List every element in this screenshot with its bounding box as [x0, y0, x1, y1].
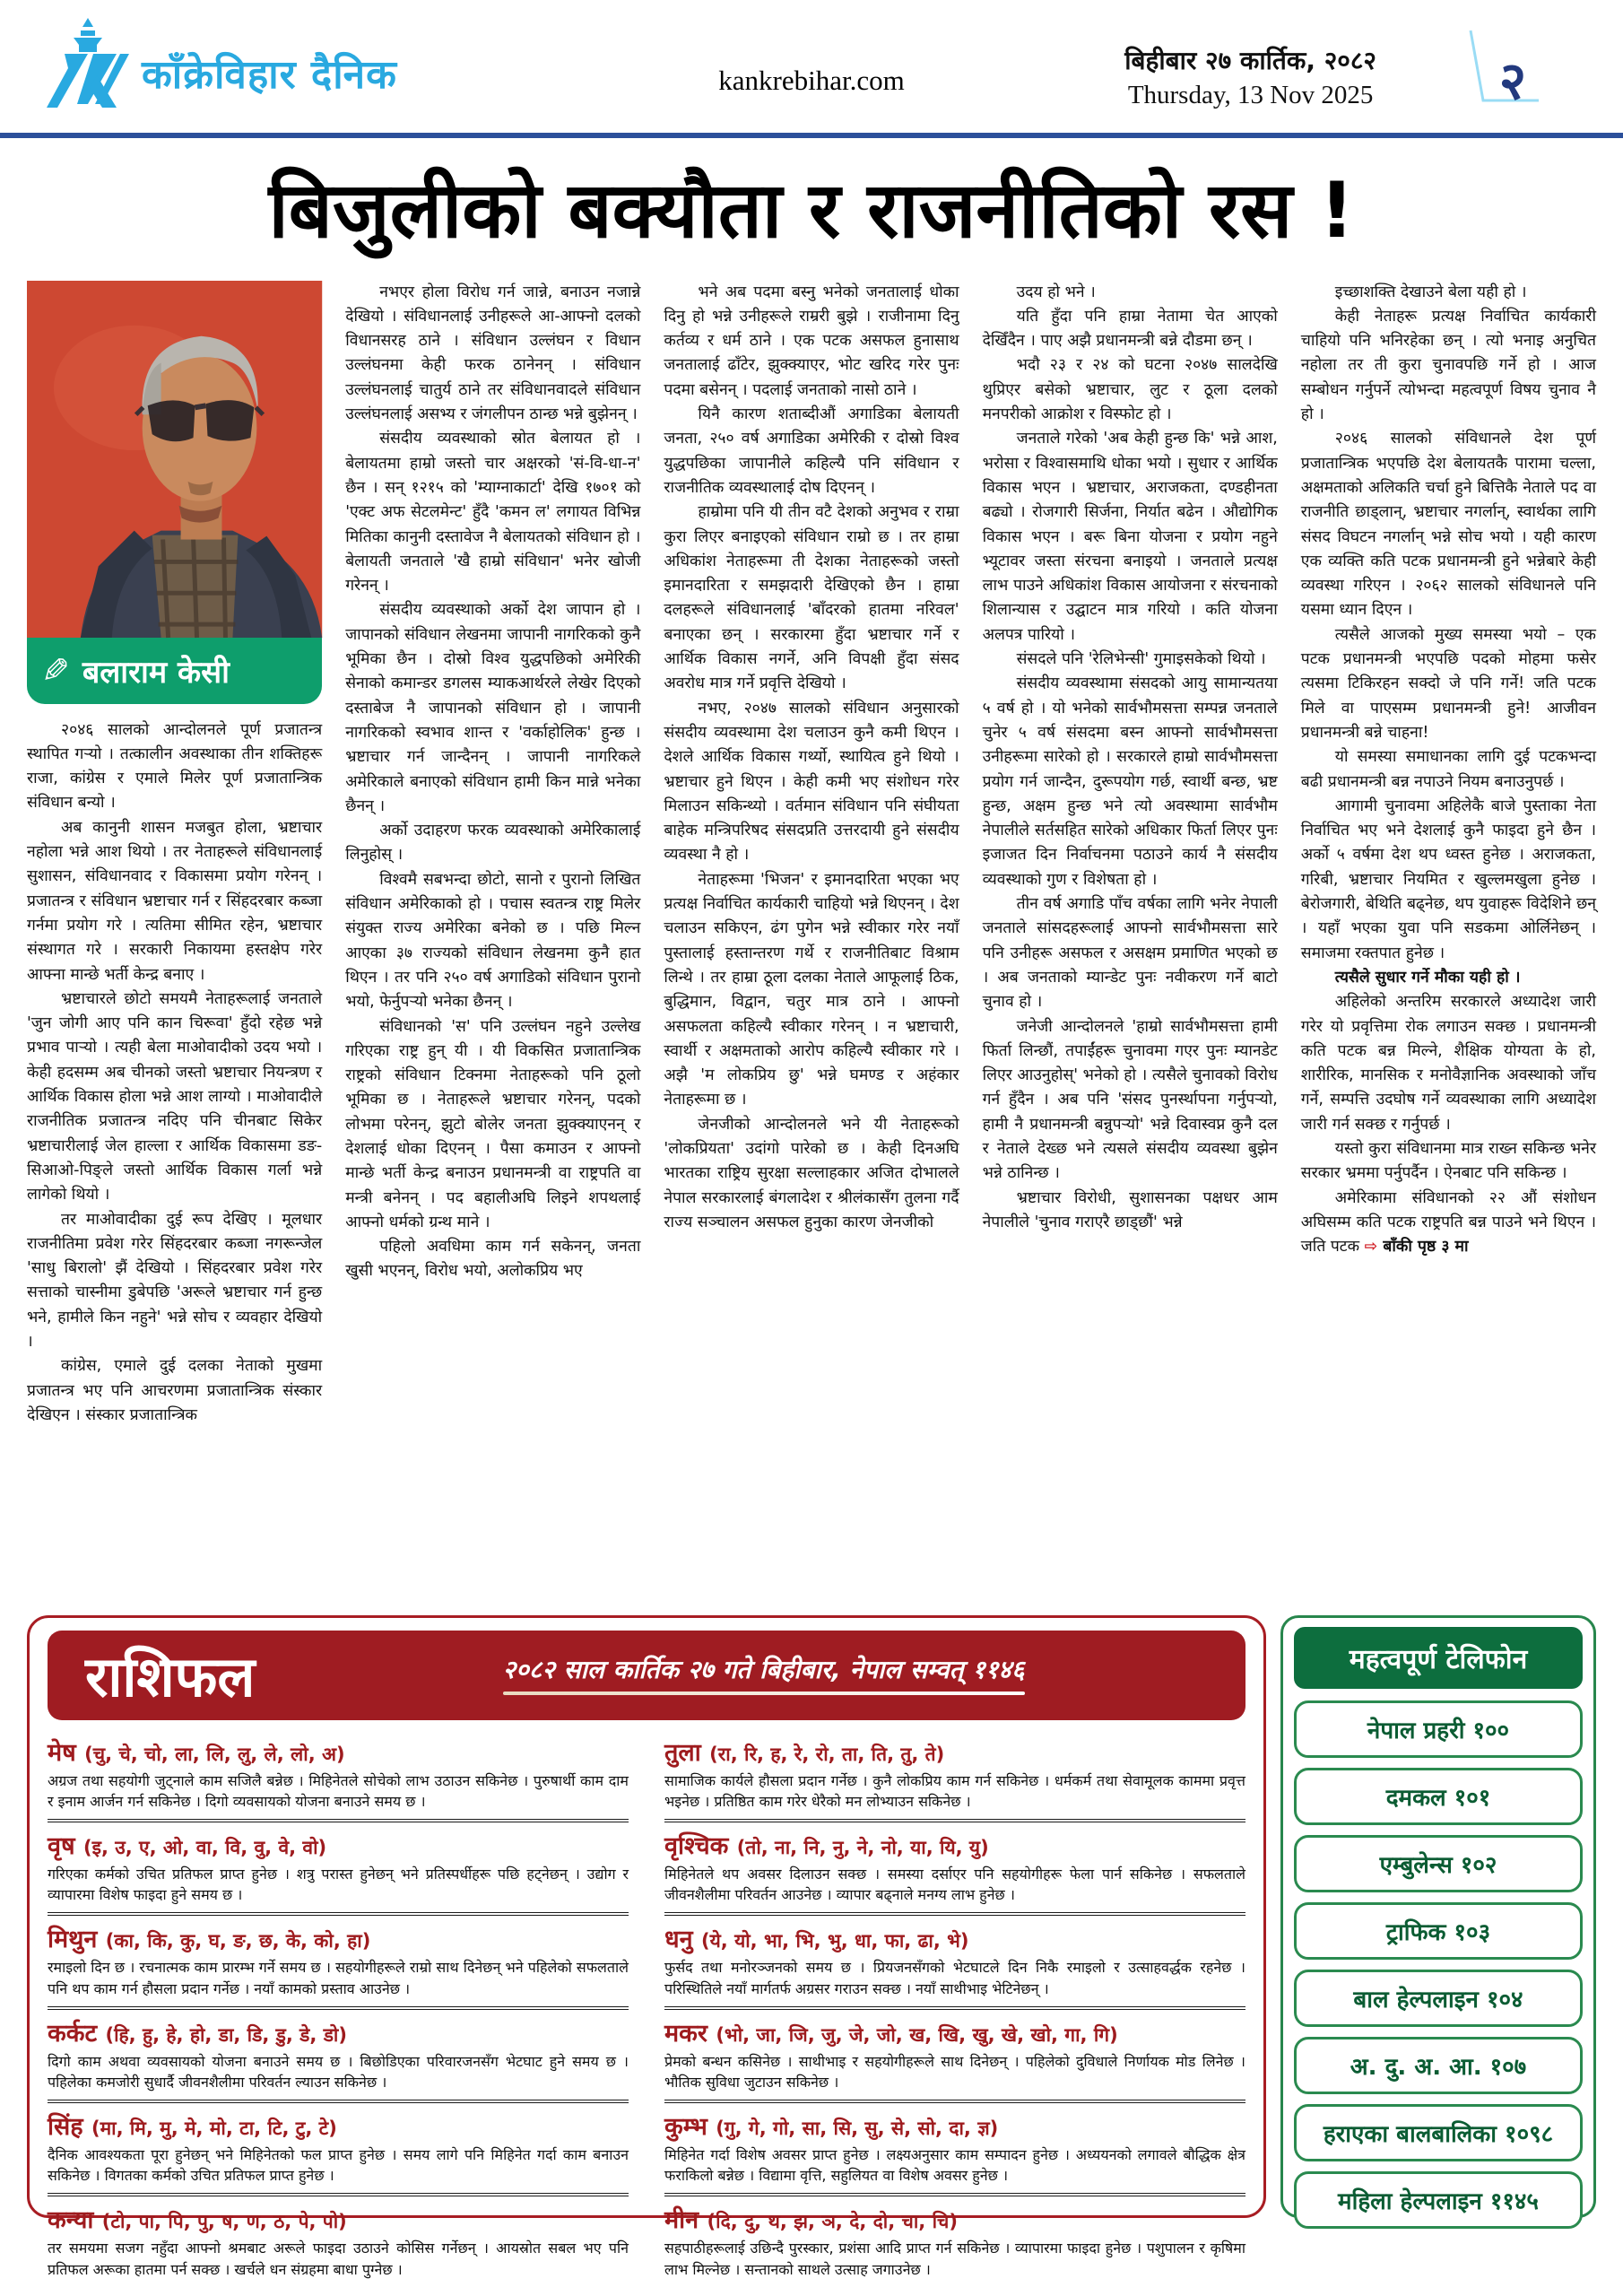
article-paragraph: जनेजी आन्दोलनले 'हाम्रो सार्वभौमसत्ता हामी फिर्ता लिन्छौं, तपाईंहरू चुनावमा गएर पुनः म्यानडेट लिएर आउनुहोस्' भनेको हो । त्यसैले चुनावको विरोध गर्न हुँदैन । अब पनि 'संसद पुनर्स्थापना गर्नुपऱ्यो, हामी नै प्रधानमन्त्री बन्नुपऱ्यो' भन्ने दिवास्वप्न कुनै दल र नेताले देख्छ भने त्यसले संसदीय व्यवस्था बुझेन भन्ने ठानिन्छ ।: [982, 1017, 1278, 1183]
zodiac-sign-header: [48, 2109, 629, 2142]
column-text-5: [1301, 281, 1596, 1260]
page-number-decoration: [1444, 27, 1542, 125]
newspaper-logo: [47, 18, 397, 108]
zodiac-entry: [48, 1916, 629, 2009]
article-paragraph: संसदले पनि 'रेलिभेन्सी' गुमाइसकेको थियो ।: [1016, 650, 1266, 669]
zodiac-prediction-text: सामाजिक कार्यले हौसला प्रदान गर्नेछ । कुनै लोकप्रिय काम गर्न सकिनेछ । धर्मकर्म तथा सेवामूलक काममा प्रवृत्त भइनेछ । प्रतिष्ठित काम गरेर धेरैको मन लोभ्याउन सकिनेछ ।: [664, 1771, 1245, 1810]
zodiac-sign-header: [664, 2109, 1245, 2142]
zodiac-sign-name: मेष: [48, 1738, 85, 1767]
article-paragraph: यो समस्या समाधानका लागि दुई पटकभन्दा बढी प्रधानमन्त्री बन्न नपाउने नियम बनाउनुपर्छ ।: [1300, 748, 1596, 791]
zodiac-sign-name: तुला: [664, 1738, 710, 1767]
zodiac-sign-letters: (हि, हु, हे, हो, डा, डि, डु, डे, डो): [105, 2023, 347, 2046]
zodiac-sign-letters: (तो, ना, नि, नु, ने, नो, या, यि, यु): [736, 1836, 989, 1858]
article-column-1: [27, 281, 322, 1592]
zodiac-entry: [664, 1916, 1245, 2009]
zodiac-entry: [48, 2010, 629, 2103]
zodiac-sign-name: कर्कट: [48, 2019, 106, 2048]
zodiac-sign-letters: (ये, यो, भा, भि, भु, धा, फा, ढा, भे): [701, 1930, 969, 1952]
author-name: बलाराम केसी: [82, 654, 230, 691]
article-paragraph: २०४६ सालको संविधानले देश पूर्ण प्रजातान्त्रिक भएपछि देश बेलायतकै पारामा चल्ला, अक्षमताको अलिकति चर्चा हुने बित्तिकै नेताले पद वा राजनीति छाड्लान्, भ्रष्टाचार नगर्लान्, स्वार्थका लागि संसद विघटन नगर्लान् भन्ने सोच भयो । यही कारण एक व्यक्ति कति पटक प्रधानमन्त्री हुने भन्नेबारे केही व्यवस्था गरिएन । २०६२ सालको संविधानले पनि यसमा ध्यान दिएन ।: [1300, 430, 1596, 620]
article-paragraph: अमेरिकामा संविधानको २२ औं संशोधन अघिसम्म कति पटक राष्ट्रपति बन्न पाउने भने थिएन । जति पटक ⇨ बाँकी पृष्ठ ३ मा: [1300, 1188, 1596, 1257]
zodiac-entry: [664, 1729, 1245, 1822]
date-block: [1124, 43, 1376, 110]
zodiac-sign-letters: (रा, रि, ह, रे, रो, ता, ति, तु, ते): [709, 1743, 945, 1765]
zodiac-sign-header: [664, 1735, 1245, 1768]
article-paragraph: कांग्रेस, एमाले दुई दलका नेताको मुखमा प्रजातन्त्र भए पनि आचरणमा प्रजातान्त्रिक संस्कार देखिएन । संस्कार प्रजातान्त्रिक: [27, 1357, 323, 1424]
zodiac-prediction-text: सहपाठीहरूलाई उछिन्दै पुरस्कार, प्रशंसा आदि प्राप्त गर्न सकिनेछ । व्यापारमा फाइदा हुनेछ । पशुपालन र कृषिमा लाभ मिल्नेछ । सन्तानको साथले उत्साह जगाउनेछ ।: [664, 2239, 1245, 2278]
article-paragraph: यिनै कारण शताब्दीऔं अगाडिका बेलायती जनता, २५० वर्ष अगाडिका अमेरिकी र दोस्रो विश्व युद्धपछिका जापानीले कहिल्यै पनि संविधान र राजनीतिक व्यवस्थालाई दोष दिएनन् ।: [664, 405, 959, 497]
zodiac-prediction-text: प्रेमको बन्धन कसिनेछ । साथीभाइ र सहयोगीहरूले साथ दिनेछन् । पहिलेको दुविधाले निर्णायक मोड लिनेछ । भौतिक सुविधा जुटाउन सकिनेछ ।: [664, 2052, 1245, 2091]
zodiac-entry: [48, 1729, 629, 1822]
phone-entry: हराएका बालबालिका १०९८: [1294, 2104, 1583, 2161]
column-text-3: [664, 281, 959, 1236]
zodiac-entry: [48, 1822, 629, 1916]
continuation-marker: [1365, 1238, 1469, 1256]
zodiac-sign-letters: (दि, दु, थ, झ, ञ, दे, दो, चा, चि): [707, 2211, 958, 2233]
zodiac-sign-name: कन्या: [48, 2206, 102, 2235]
zodiac-prediction-text: फुर्सद तथा मनोरञ्जनको समय छ । प्रियजनसँगको भेटघाटले दिन निकै रमाइलो र उत्साहवर्द्धक रहनेछ । परिस्थितिले नयाँ मार्गतर्फ अग्रसर गराउन सक्छ । नयाँ साथीभाइ भेटिनेछन् ।: [664, 1959, 1245, 1997]
date-nepali: बिहीबार २७ कार्तिक, २०८२: [1124, 46, 1376, 75]
zodiac-sign-letters: (चु, चे, चो, ला, लि, लु, ले, लो, अ): [84, 1743, 345, 1765]
author-photo: [27, 281, 322, 638]
article-paragraph: संसदीय व्यवस्थाको अर्को देश जापान हो । जापानको संविधान लेखनमा जापानी नागरिकको कुनै भूमिका छैन । दोस्रो विश्व युद्धपछिको अमेरिकी सेनाको कमान्डर डगलस म्याकआर्थरले लेखेर दिएको दस्ताबेज नै जापानको संविधान हो । जापानी नागरिकको स्वभाव शान्त र 'वर्काहोलिक' हुन्छ । भ्रष्टाचार गर्न जान्दैनन् । जापानी नागरिकले अमेरिकाले बनाएको संविधान हामी किन मान्ने भनेका छैनन् ।: [345, 601, 641, 815]
article-column-3: [664, 281, 959, 1592]
zodiac-sign-letters: (भो, जा, जि, जु, जे, जो, ख, खि, खु, खे, खो, गा, गि): [716, 2023, 1118, 2046]
zodiac-sign-letters: (मा, मि, मु, मे, मो, टा, टि, टु, टे): [91, 2118, 337, 2140]
zodiac-sign-name: सिंह: [48, 2113, 91, 2142]
zodiac-grid: [48, 1729, 1245, 2287]
article-body: [27, 281, 1596, 1592]
phone-list: [1294, 1700, 1583, 2229]
zodiac-sign-header: [48, 1735, 629, 1768]
phone-entry: अ. दु. अ. आ. १०७: [1294, 2037, 1583, 2094]
zodiac-sign-header: [48, 1828, 629, 1861]
horoscope-subtitle-block: [503, 1652, 1025, 1695]
article-paragraph: तीन वर्ष अगाडि पाँच वर्षका लागि भनेर नेपाली जनताले सांसदहरूलाई आफ्नो सार्वभौमसत्ता सारे पनि उनीहरू असफल र असक्षम प्रमाणित भएको छ । अब जनताको म्यान्डेट पुनः नवीकरण गर्ने बाटो चुनाव हो ।: [982, 895, 1278, 1012]
zodiac-sign-name: मकर: [664, 2019, 716, 2048]
zodiac-prediction-text: रमाइलो दिन छ । रचनात्मक काम प्रारम्भ गर्ने समय छ । सहयोगीहरूले राम्रो साथ दिनेछन् भने पहिलेको सफलताले पनि थप काम गर्न हौसला प्रदान गर्नेछ । नयाँ कामको प्रस्ताव आउनेछ ।: [48, 1959, 629, 1997]
newspaper-title: काँक्रेविहार दैनिक: [142, 52, 397, 98]
page-number-block: [1444, 27, 1542, 121]
zodiac-sign-name: मिथुन: [48, 1926, 106, 1954]
article-paragraph: त्यसैले आजको मुख्य समस्या भयो – एक पटक प्रधानमन्त्री भएपछि पदको मोहमा फसेर त्यसमा टिकिरहन सक्दो जे पनि गर्ने! जति पटक मिले वा पाएसम्म प्रधानमन्त्री हुने! आजीवन प्रधानमन्त्री बन्ने चाहना!: [1300, 625, 1596, 742]
zodiac-sign-name: धनु: [664, 1926, 701, 1954]
article-paragraph: अर्को उदाहरण फरक व्यवस्थाको अमेरिकालाई लिनुहोस् ।: [345, 822, 641, 865]
article-paragraph: संसदीय व्यवस्थामा संसदको आयु सामान्यतया ५ वर्ष हो । यो भनेको सार्वभौमसत्ता सम्पन्न जनताले चुनेर ५ वर्ष संसदमा बस्न आफ्नो सार्वभौमसत्ता उनीहरूमा सारेको हो । सरकारले हाम्रो सार्वभौमसत्ता प्रयोग गर्न जान्दैन, दुरूपयोग गर्छ, स्वार्थी बन्छ, भ्रष्ट हुन्छ, अक्षम हुन्छ भने त्यो अवस्थामा सार्वभौम नेपालीले सर्तसहित सारेको अधिकार फिर्ता लिएर पुनः इजाजत दिन निर्वाचनमा पठाउने कार्य नै संसदीय व्यवस्थाको गुण र विशेषता हो ।: [982, 674, 1278, 889]
article-paragraph: नभए, २०४७ सालको संविधान अनुसारको संसदीय व्यवस्थामा देश चलाउन कुनै कमी थिएन । देशले आर्थिक विकास गर्थ्यो, स्थायित्व हुने थियो । भ्रष्टाचार हुने थिएन । केही कमी भए संशोधन गरेर मिलाउन सकिन्थ्यो । वर्तमान संविधान पनि संघीयता बाहेक मन्त्रिपरिषद संसदप्रति उत्तरदायी हुने संसदीय व्यवस्था नै हो ।: [664, 699, 959, 865]
article-paragraph: केही नेताहरू प्रत्यक्ष निर्वाचित कार्यकारी चाहियो पनि भनिरहेका छन् । त्यो भनाइ अनुचित नहोला तर ती कुरा चुनावपछि गर्ने हो । आज सम्बोधन गर्नुपर्ने त्योभन्दा महत्वपूर्ण विषय चुनाव नै हो ।: [1300, 307, 1596, 424]
zodiac-sign-header: [48, 2015, 629, 2048]
zodiac-sign-letters: (टो, पा, पि, पु, ष, ण, ठ, पे, पो): [101, 2211, 347, 2233]
website-url: kankrebihar.com: [718, 65, 905, 96]
masthead: [0, 0, 1623, 133]
article-paragraph: भ्रष्टाचारले छोटो समयमै नेताहरूलाई जनताले 'जुन जोगी आए पनि कान चिरूवा' हुँदो रहेछ भन्ने प्रभाव पाऱ्यो । त्यही बेला माओवादीको उदय भयो । केही हदसम्म अब चीनको जस्तो भ्रष्टाचार नियन्त्रण र आर्थिक विकास होला भन्ने आश लाग्यो । माओवादीले राजनीतिक प्रजातन्त्र नदिए पनि चीनबाट सिकेर भ्रष्टाचारीलाई जेल हाल्ला र आर्थिक विकासमा डङ-सिआओ-पिङ्ले जस्तो आर्थिक विकास गर्ला भन्ने लागेको थियो ।: [27, 989, 323, 1205]
zodiac-sign-header: [664, 1921, 1245, 1954]
zodiac-sign-letters: (इ, उ, ए, ओ, वा, वि, वु, वे, वो): [83, 1836, 327, 1858]
zodiac-sign-name: कुम्भ: [664, 2113, 716, 2142]
phone-panel: [1280, 1615, 1596, 2218]
phone-panel-title: महत्वपूर्ण टेलिफोन: [1294, 1627, 1583, 1689]
continuation-label: बाँकी पृष्ठ ३ मा: [1377, 1238, 1469, 1257]
article-paragraph: जेनजीको आन्दोलनले भने यी नेताहरूको 'लोकप्रियता' उदांगो पारेको छ । केही दिनअघि भारतका राष्ट्रिय सुरक्षा सल्लाहकार अजित दोभालले नेपाल सरकारलाई बंगलादेश र श्रीलंकासँग तुलना गर्दै राज्य सञ्चालन असफल हुनुका कारण जेनजीको: [664, 1115, 959, 1231]
column-text-1: [27, 718, 322, 1429]
article-paragraph: नभएर होला विरोध गर्न जान्ने, बनाउन नजान्ने देखियो । संविधानलाई उनीहरूले आ-आफ्नो दलको विधानसरह ठाने । संविधान उल्लंघन र विधान उल्लंघनमा केही फरक ठानेनन् । संविधान उल्लंघनलाई चातुर्य ठाने तर संविधानवादले संविधान उल्लंघनलाई असभ्य र जंगलीपन ठान्छ भन्ने बुझेनन् ।: [345, 283, 641, 424]
pen-icon: ✎: [41, 650, 70, 691]
article-column-4: [983, 281, 1278, 1592]
article-headline: बिजुलीको बक्यौता र राजनीतिको रस !: [268, 166, 1355, 256]
zodiac-prediction-text: तर समयमा सजग नहुँदा आफ्नो श्रमबाट अरूले फाइदा उठाउने कोसिस गर्नेछन् । आयस्रोत सबल भए पनि प्रतिफल अरूका हातमा पर्न सक्छ । खर्चले धन संग्रहमा बाधा पुग्नेछ ।: [48, 2239, 629, 2278]
date-english: Thursday, 13 Nov 2025: [1127, 81, 1374, 109]
zodiac-sign-header: [664, 1828, 1245, 1861]
zodiac-entry: [664, 2010, 1245, 2103]
phone-entry: दमकल १०१: [1294, 1768, 1583, 1825]
article-column-2: [345, 281, 640, 1592]
phone-entry: बाल हेल्पलाइन १०४: [1294, 1970, 1583, 2027]
horoscope-header: [48, 1631, 1245, 1720]
zodiac-prediction-text: अग्रज तथा सहयोगी जुट्नाले काम सजिलै बन्नेछ । मिहिनेतले सोचेको लाभ उठाउन सकिनेछ । पुरुषार्थी काम दाम र इनाम आर्जन गर्न सकिनेछ । दिगो व्यवसायको योजना बनाउने समय छ ।: [48, 1771, 629, 1810]
masthead-divider: [0, 133, 1623, 138]
article-paragraph: पहिलो अवधिमा काम गर्न सकेनन्, जनता खुसी भएनन्, विरोध भयो, अलोकप्रिय भए: [345, 1238, 641, 1281]
column-text-4: [983, 281, 1278, 1236]
zodiac-sign-header: [664, 2202, 1245, 2235]
article-paragraph: भदौ २३ र २४ को घटना २०४७ सालदेखि थुप्रिएर बसेको भ्रष्टाचार, लुट र ठूला दलको मनपरीको आक्रोश र विस्फोट हो ।: [982, 356, 1278, 424]
author-caption: [27, 638, 322, 704]
zodiac-entry: [48, 2103, 629, 2196]
phone-entry: नेपाल प्रहरी १००: [1294, 1700, 1583, 1758]
horoscope-panel: [27, 1615, 1266, 2278]
horoscope-subtitle: २०८२ साल कार्तिक २७ गते बिहीबार, नेपाल सम्वत् ११४६: [502, 1654, 1025, 1684]
phone-entry: एम्बुलेन्स १०२: [1294, 1835, 1583, 1892]
zodiac-sign-name: मीन: [664, 2206, 707, 2235]
article-paragraph: संविधानको 'स' पनि उल्लंघन नहुने उल्लेख गरिएका राष्ट्र हुन् यी । यी विकसित प्रजातान्त्रिक राष्ट्रको संविधान टिक्नमा नेताहरूको पनि ठूलो भूमिका छ । नेताहरूले भ्रष्टाचार गरेनन्, पदको लोभमा परेनन्, झुटो बोलेर जनता झुक्क्याएनन् र देशलाई धोका दिएनन् । पैसा कमाउन र आफ्नो मान्छे भर्ती केन्द्र बनाउन प्रधानमन्त्री वा राष्ट्रपति वा मन्त्री बनेनन् । पद बहालीअघि लिइने शपथलाई आफ्नो धर्मको ग्रन्थ माने ।: [345, 1017, 641, 1231]
article-paragraph: यस्तो कुरा संविधानमा मात्र राख्न सकिन्छ भनेर सरकार भ्रममा पर्नुपर्दैन । ऐनबाट पनि सकिन्छ ।: [1300, 1139, 1596, 1183]
article-paragraph: त्यसैले सुधार गर्ने मौका यही हो ।: [1334, 968, 1521, 987]
zodiac-sign-header: [48, 1921, 629, 1954]
zodiac-prediction-text: मिहिनेत गर्दा विशेष अवसर प्राप्त हुनेछ । लक्ष्यअनुसार काम सम्पादन हुनेछ । अध्ययनको लगावले बौद्धिक क्षेत्र फराकिलो बन्नेछ । विद्यामा वृत्ति, सहुलियत वा विशेष अवसर हुनेछ ।: [664, 2146, 1245, 2185]
article-column-5: [1301, 281, 1596, 1592]
article-paragraph: संसदीय व्यवस्थाको स्रोत बेलायत हो । बेलायतमा हाम्रो जस्तो चार अक्षरको 'सं-वि-धा-न' छैन । सन् १२१५ को 'म्याग्नाकार्टा' देखि १७०१ को 'एक्ट अफ सेटलमेन्ट' हुँदै 'कमन ल' लगायत विभिन्न मितिका कानुनी दस्तावेज नै बेलायतको संविधान हो । बेलायती जनताले 'खै हाम्रो संविधान' भनेर खोजी गरेनन् ।: [345, 430, 641, 596]
article-paragraph: विश्वमै सबभन्दा छोटो, सानो र पुरानो लिखित संविधान अमेरिकाको हो । पचास स्वतन्त्र राष्ट्र मिलेर संयुक्त राज्य अमेरिका बनेको छ । पछि मिल्न आएका ३७ राज्यको संविधान लेखनमा कुनै हात थिएन । तर पनि २५० वर्ष अगाडिको संविधान पुरानो भयो, फेर्नुपऱ्यो भनेका छैनन् ।: [345, 870, 641, 1012]
continuation-arrow-icon: ⇨: [1364, 1238, 1378, 1257]
zodiac-entry: [664, 2196, 1245, 2286]
article-paragraph: यति हुँदा पनि हाम्रा नेतामा चेत आएको देखिँदैन । पाए अझै प्रधानमन्त्री बन्ने दौडमा छन् ।: [982, 307, 1278, 351]
zodiac-entry: [48, 2196, 629, 2286]
article-paragraph: आगामी चुनावमा अहिलेकै बाजे पुस्ताका नेता निर्वाचित भए भने देशलाई कुनै फाइदा हुने छैन । अर्को ५ वर्षमा देश थप ध्वस्त हुनेछ । अराजकता, गरिबी, भ्रष्टाचार नियमित र खुल्लमखुला हुनेछ । बेरोजगारी, बेथिति बढ्नेछ, थप युवाहरू विदेशिने छन् । यहाँ भएका युवा पनि सडकमा ओर्लिनेछन् । समाजमा रक्तपात हुनेछ ।: [1300, 796, 1596, 962]
zodiac-prediction-text: दिगो काम अथवा व्यवसायको योजना बनाउने समय छ । बिछोडिएका परिवारजनसँग भेटघाट हुने समय छ । पहिलेका कमजोरी सुधार्दै जीवनशैलीमा परिवर्तन ल्याउन सकिनेछ ।: [48, 2052, 629, 2091]
article-paragraph: तर माओवादीका दुई रूप देखिए । मूलधार राजनीतिमा प्रवेश गरेर सिंहदरबार कब्जा नगरून्जेल 'साधु बिरालो' झैं देखियो । सिंहदरबार प्रवेश गरेर सत्ताको चास्नीमा डुबेपछि 'अरूले भ्रष्टाचार गर्न हुन्छ भने, हामीले किन नहुने' भन्ने सोच र व्यवहार देखियो ।: [27, 1210, 323, 1352]
zodiac-sign-name: वृश्चिक: [664, 1831, 737, 1860]
article-paragraph: अब कानुनी शासन मजबुत होला, भ्रष्टाचार नहोला भन्ने आश थियो । तर नेताहरूले संविधानलाई सुशासन, संविधानवाद र विकासमा प्रयोग गरेनन् । प्रजातन्त्र र संविधान भ्रष्टाचार गर्न र सिंहदरबार कब्जा गर्नमा प्रयोग गरे । त्यतिमा सीमित रहेन, भ्रष्टाचार संस्थागत गरे । सरकारी निकायमा हस्तक्षेप गरेर आफ्ना मान्छे भर्ती केन्द्र बनाए ।: [27, 818, 323, 984]
article-paragraph: २०४६ सालको आन्दोलनले पूर्ण प्रजातन्त्र स्थापित गऱ्यो । तत्कालीन अवस्थाका तीन शक्तिहरू राजा, कांग्रेस र एमाले मिलेर पूर्ण प्रजातान्त्रिक संविधान बन्यो ।: [27, 720, 323, 813]
zodiac-entry: [664, 2103, 1245, 2196]
zodiac-sign-letters: (गु, गे, गो, सा, सि, सु, से, सो, दा, ज्ञ): [716, 2118, 999, 2140]
article-paragraph: भने अब पदमा बस्नु भनेको जनतालाई धोका दिनु हो भन्ने उनीहरूले राम्ररी बुझे । राजीनामा दिनु कर्तव्य र धर्म ठाने । एक पटक असफल हुनासाथ जनतालाई ढाँटेर, झुक्क्याएर, भोट खरिद गरेर पुनः पदमा बसेनन् । पदलाई जनताको नासो ठाने ।: [664, 283, 959, 399]
zodiac-entry: [664, 1822, 1245, 1916]
article-paragraph: भ्रष्टाचार विरोधी, सुशासनका पक्षधर आम नेपालीले 'चुनाव गराएरै छाड्छौं' भन्ने: [982, 1188, 1278, 1231]
zodiac-prediction-text: मिहिनेतले थप अवसर दिलाउन सक्छ । समस्या दर्साएर पनि सहयोगीहरू फेला पार्न सकिनेछ । सफलताले जीवनशैलीमा परिवर्तन आउनेछ । व्यापार बढ्नाले मनग्य लाभ हुनेछ ।: [664, 1865, 1245, 1904]
article-paragraph: हाम्रोमा पनि यी तीन वटै देशको अनुभव र राम्रा कुरा लिएर बनाइएको संविधान राम्रो छ । तर हाम्रा अधिकांश नेताहरूमा ती देशका नेताहरूको जस्तो इमानदारिता र समझदारी देखिएको छैन । हाम्रा दलहरूले संविधानलाई 'बाँदरको हातमा नरिवल' बनाएका छन् । सरकारमा हुँदा भ्रष्टाचार गर्ने र आर्थिक विकास नगर्ने, अनि विपक्षी हुँदा संसद अवरोध मात्र गर्ने प्रवृत्ति देखियो ।: [664, 503, 959, 693]
horoscope-subtitle-underline: [503, 1692, 1025, 1695]
zodiac-sign-header: [664, 2015, 1245, 2048]
page-number: २: [1498, 50, 1526, 111]
zodiac-sign-header: [48, 2202, 629, 2235]
zodiac-sign-name: वृष: [48, 1831, 84, 1860]
article-paragraph: उदय हो भने ।: [1016, 283, 1096, 301]
horoscope-title: राशिफल: [85, 1643, 256, 1709]
phone-entry: ट्राफिक १०३: [1294, 1902, 1583, 1960]
logo-temple-icon: [47, 18, 129, 108]
article-paragraph: जनताले गरेको 'अब केही हुन्छ कि' भन्ने आश, भरोसा र विश्वासमाथि धोका भयो । सुधार र आर्थिक विकास भएन । भ्रष्टाचार, अराजकता, दण्डहीनता बढ्यो । रोजगारी सिर्जना, निर्यात बढेन । औद्योगिक विकास भएन । बरू बिना योजना र प्रयोग नहुने भ्यूटावर जस्ता संरचना बनाइयो । जनताले प्रत्यक्ष लाभ पाउने अधिकांश विकास आयोजना र संरचनाको शिलान्यास र उद्घाटन मात्र गरियो । कति योजना अलपत्र पारियो ।: [982, 430, 1278, 644]
bottom-section: [27, 1615, 1596, 2278]
zodiac-sign-letters: (का, कि, कु, घ, ङ, छ, के, को, हा): [105, 1930, 371, 1952]
zodiac-prediction-text: गरिएका कर्मको उचित प्रतिफल प्राप्त हुनेछ । शत्रु परास्त हुनेछन् भने प्रतिस्पर्धीहरू पछि हट्नेछन् । उद्योग र व्यापारमा विशेष फाइदा हुने समय छ ।: [48, 1865, 629, 1904]
zodiac-prediction-text: दैनिक आवश्यकता पूरा हुनेछन् भने मिहिनेतको फल प्राप्त हुनेछ । समय लागे पनि मिहिनेत गर्दा काम बनाउन सकिनेछ । विगतका कर्मको उचित प्रतिफल प्राप्त हुनेछ ।: [48, 2146, 629, 2185]
article-paragraph: इच्छाशक्ति देखाउने बेला यही हो ।: [1334, 283, 1527, 301]
phone-entry: महिला हेल्पलाइन ११४५: [1294, 2171, 1583, 2229]
article-paragraph: नेताहरूमा 'भिजन' र इमानदारिता भएका भए प्रत्यक्ष निर्वाचित कार्यकारी चाहियो भन्ने थिएनन् । देश चलाउन सकिएन, ढंग पुगेन भन्ने स्वीकार गरेर नयाँ पुस्तालाई हस्तान्तरण गर्थे र राजनीतिबाट विश्राम लिन्थे । तर हाम्रा ठूला दलका नेताले आफूलाई ठिक, बुद्धिमान, विद्वान, चतुर मात्र ठाने । आफ्नो असफलता कहिल्यै स्वीकार गरेनन् । न भ्रष्टाचारी, स्वार्थी र अक्षमताको आरोप कहिल्यै स्वीकार गरे । अझै 'म लोकप्रिय छु' भन्ने घमण्ड र अहंकार नेताहरूमा छ ।: [664, 870, 959, 1109]
article-paragraph: अहिलेको अन्तरिम सरकारले अध्यादेश जारी गरेर यो प्रवृत्तिमा रोक लगाउन सक्छ । प्रधानमन्त्री कति पटक बन्न मिल्ने, शैक्षिक योग्यता के हो, शारीरिक, मानसिक र मनोवैज्ञानिक अवस्थाको जाँच गर्ने, सम्पत्ति उदघोष गर्ने व्यवस्थाका लागि अध्यादेश जारी गर्न सक्छ र गर्नुपर्छ ।: [1300, 993, 1596, 1134]
column-text-2: [345, 281, 640, 1284]
